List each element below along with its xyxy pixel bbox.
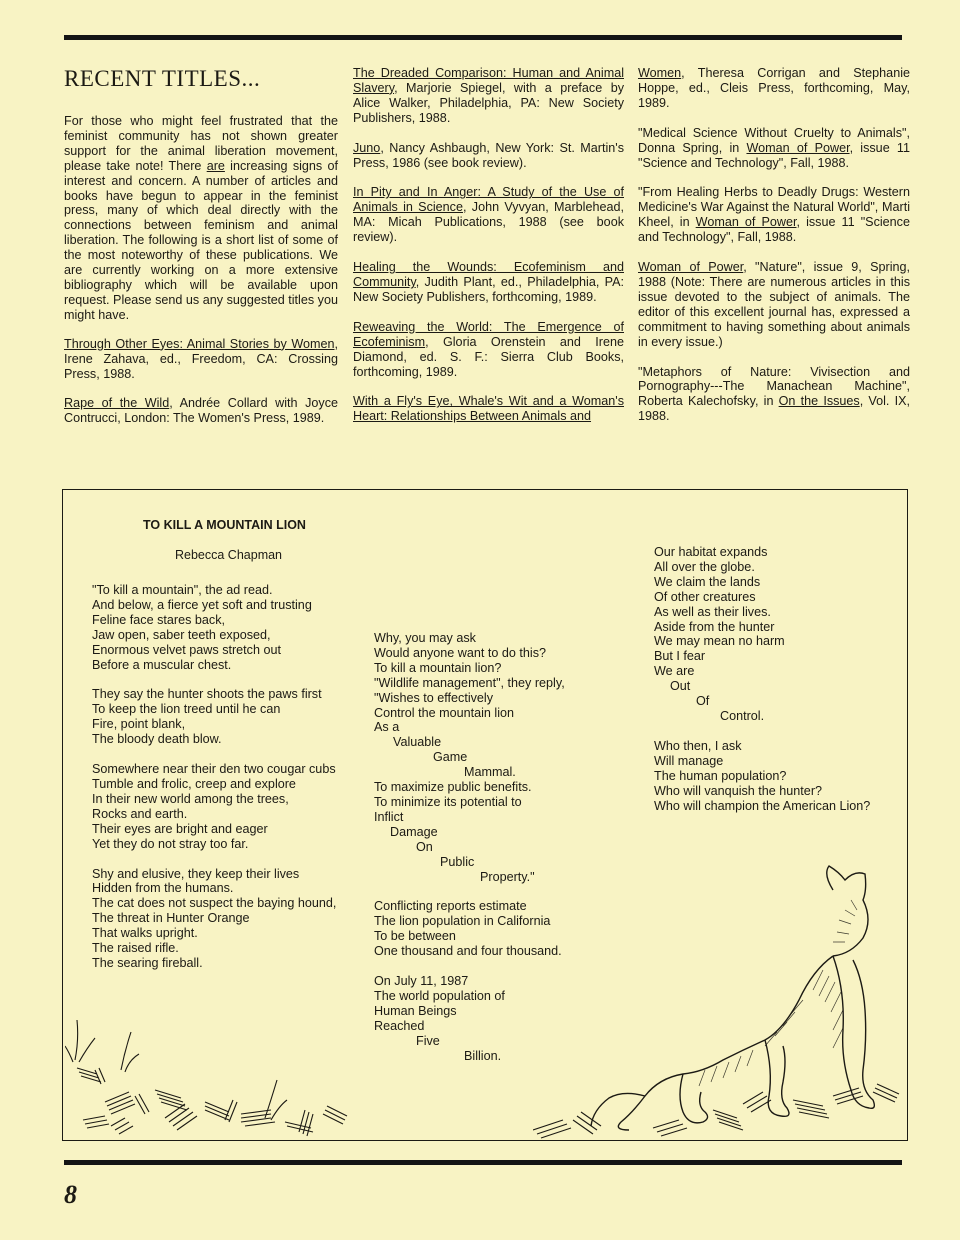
poem-line: Our habitat expands bbox=[654, 545, 768, 559]
reference-title: Rape of the Wild bbox=[64, 396, 170, 411]
article-column-3 bbox=[638, 66, 910, 439]
poem-line: Of other creatures bbox=[654, 589, 756, 604]
poem-line: Somewhere near their den two cougar cubs bbox=[92, 762, 336, 777]
poem-line: Control the mountain lion bbox=[374, 705, 515, 720]
poem-line: Game bbox=[433, 750, 468, 765]
poem-line: Enormous velvet paws stretch out bbox=[92, 642, 281, 657]
poem-line: Damage bbox=[390, 824, 438, 839]
grass-illustration bbox=[65, 1010, 355, 1138]
poem-line: Aside from the hunter bbox=[654, 619, 775, 634]
poem-line: "Wildlife management", they reply, bbox=[374, 675, 565, 690]
poem-line: Who will champion the American Lion? bbox=[654, 798, 871, 813]
poem-line: The lion population in California bbox=[374, 914, 551, 929]
poem-line: Jaw open, saber teeth exposed, bbox=[92, 627, 271, 642]
poem-line: Tumble and frolic, creep and explore bbox=[92, 776, 296, 791]
poem-line: Who will vanquish the hunter? bbox=[654, 783, 823, 798]
reference-item: "Medical Science Without Cruelty to Animals", Donna Spring, in Woman of Power, issue 11 "Science and Technology", Fall, 1988. bbox=[638, 125, 910, 170]
reference-title: Reweaving the World: The Emergence of Ecofeminism bbox=[353, 319, 624, 349]
poem-stanza bbox=[654, 739, 904, 814]
poem-line: Of bbox=[696, 694, 710, 709]
poem-title: TO KILL A MOUNTAIN LION bbox=[143, 518, 306, 532]
poem-line: Control. bbox=[720, 708, 765, 723]
poem-line: Valuable bbox=[393, 735, 442, 750]
poem-stanza bbox=[654, 545, 904, 724]
poem-line: As well as their lives. bbox=[654, 604, 771, 619]
poem-line: Conflicting reports estimate bbox=[374, 899, 527, 914]
poem-line: Five bbox=[416, 1033, 440, 1048]
poem-line: In their new world among the trees, bbox=[92, 791, 289, 806]
reference-title: In Pity and In Anger: A Study of the Use of Animals in Science bbox=[353, 185, 624, 215]
article-column-1 bbox=[64, 66, 338, 441]
poem-line: Human Beings bbox=[374, 1003, 457, 1018]
intro-text-a: For those who might feel frustrated that the feminist community has not shown greater support for the animal liberation movement, please take note! There bbox=[64, 114, 338, 173]
poem-stanza bbox=[92, 583, 362, 672]
poem-stanza bbox=[374, 631, 624, 884]
poem-line: Feline face stares back, bbox=[92, 612, 225, 627]
poem-line: Public bbox=[440, 854, 475, 869]
poem-stanza bbox=[92, 687, 362, 747]
poem-line: As a bbox=[374, 720, 400, 735]
poem-line: "Wishes to effectively bbox=[374, 690, 494, 705]
poem-line: We claim the lands bbox=[654, 574, 761, 589]
reference-item: Through Other Eyes: Animal Stories by Women, Irene Zahava, ed., Freedom, CA: Crossing Press, 1988. bbox=[64, 336, 338, 381]
poem-line: And below, a fierce yet soft and trusting bbox=[92, 597, 312, 612]
reference-title: Healing the Wounds: Ecofeminism and Community bbox=[353, 260, 624, 289]
reference-title: Woman of Power bbox=[695, 215, 797, 230]
article-heading: RECENT TITLES... bbox=[64, 66, 261, 91]
poem-line: Hidden from the humans. bbox=[92, 881, 234, 896]
poem-line: The searing fireball. bbox=[92, 955, 203, 970]
intro-paragraph bbox=[64, 114, 338, 323]
poem-line: The world population of bbox=[374, 988, 505, 1003]
poem-stanza bbox=[92, 762, 362, 851]
poem-line: The raised rifle. bbox=[92, 941, 179, 956]
poem-line: Shy and elusive, they keep their lives bbox=[92, 866, 300, 881]
reference-item: Juno, Nancy Ashbaugh, New York: St. Martin's Press, 1986 (see book review). bbox=[353, 140, 624, 170]
poem-line: The threat in Hunter Orange bbox=[92, 911, 250, 926]
poem-line: Rocks and earth. bbox=[92, 806, 188, 821]
poem-line: We are bbox=[654, 664, 695, 679]
poem-line: The bloody death blow. bbox=[92, 732, 222, 747]
poem-line: The cat does not suspect the baying hound, bbox=[92, 896, 337, 911]
poem-line: They say the hunter shoots the paws first bbox=[92, 687, 322, 702]
reference-item: Healing the Wounds: Ecofeminism and Community, Judith Plant, ed., Philadelphia, PA: New Society Publishers, forthcoming, 1989. bbox=[353, 260, 624, 304]
poem-line: That walks upright. bbox=[92, 926, 198, 941]
poem-line: To maximize public benefits. bbox=[374, 780, 532, 795]
reference-title: Women bbox=[638, 66, 682, 80]
poem-line: To kill a mountain lion? bbox=[374, 660, 502, 675]
mountain-lion-illustration bbox=[533, 860, 903, 1140]
poem-line: One thousand and four thousand. bbox=[374, 944, 562, 959]
reference-title: With a Fly's Eye, Whale's Wit and a Woman's Heart: Relationships Between Animals and bbox=[353, 394, 624, 424]
poem-line: Mammal. bbox=[464, 765, 516, 780]
poem-line: Reached bbox=[374, 1018, 425, 1033]
reference-title: Woman of Power bbox=[638, 260, 744, 275]
poem-line: Their eyes are bright and eager bbox=[92, 821, 268, 836]
page-number: 8 bbox=[64, 1180, 77, 1209]
poem-line: Would anyone want to do this? bbox=[374, 645, 546, 660]
reference-item: "Metaphors of Nature: Vivisection and Pornography---The Manachean Machine", Roberta Kalechofsky, in On the Issues, Vol. IX, 1988. bbox=[638, 364, 910, 424]
poem-line: Fire, point blank, bbox=[92, 717, 186, 732]
poem-line: Why, you may ask bbox=[374, 631, 476, 645]
poem-line: The human population? bbox=[654, 768, 787, 783]
poem-line: Yet they do not stray too far. bbox=[92, 836, 249, 851]
reference-item: In Pity and In Anger: A Study of the Use of Animals in Science, John Vyvyan, Marblehead, MA: Micah Publications, 1988 (see book review). bbox=[353, 185, 624, 245]
reference-item: The Dreaded Comparison: Human and Animal Slavery, Marjorie Spiegel, with a preface by Alice Walker, Philadelphia, PA: New Society Publishers, 1988. bbox=[353, 66, 624, 125]
poem-line: To keep the lion treed until he can bbox=[92, 702, 281, 717]
poem-line: Out bbox=[670, 679, 691, 694]
poem-line: Will manage bbox=[654, 753, 724, 768]
poem-line: To minimize its potential to bbox=[374, 794, 522, 809]
reference-title: Juno bbox=[353, 140, 381, 155]
reference-item: Rape of the Wild, Andrée Collard with Joyce Contrucci, London: The Women's Press, 1989. bbox=[64, 396, 338, 426]
poem-line: Inflict bbox=[374, 809, 404, 824]
poem-line: On July 11, 1987 bbox=[374, 974, 469, 989]
intro-text-b: increasing signs of interest and concern. A number of articles and books have begun to appear in the feminist press, many of which deal directly with the connections between feminism and animal liberation. The following is a short list of some of the most noteworthy of these publications. We are currently working on a more extensive bibliography which will be available upon request. Please send us any suggested titles you might have. bbox=[64, 158, 339, 322]
top-rule bbox=[64, 35, 902, 40]
reference-title: Woman of Power bbox=[746, 140, 850, 155]
reference-item: "From Healing Herbs to Deadly Drugs: Western Medicine's War Against the Natural World", Marti Kheel, in Woman of Power, issue 11 "Science and Technology", Fall, 1988. bbox=[638, 185, 910, 245]
poem-line: Property." bbox=[480, 869, 535, 884]
reference-title: The Dreaded Comparison: Human and Animal Slavery bbox=[353, 66, 624, 95]
intro-emphasis: are bbox=[206, 158, 225, 173]
poem-line: On bbox=[416, 839, 433, 854]
poem-line: Who then, I ask bbox=[654, 738, 742, 753]
poem-line: All over the globe. bbox=[654, 559, 755, 574]
poem-stanza bbox=[92, 867, 362, 971]
poem-line: To be between bbox=[374, 929, 456, 944]
bottom-rule bbox=[64, 1160, 902, 1165]
reference-item: Woman of Power, "Nature", issue 9, Spring, 1988 (Note: There are numerous articles in this issue devoted to the subject of animals. The editor of this excellent journal has, expressed a commitment to having something about animals in every issue.) bbox=[638, 260, 910, 349]
reference-item: Women, Theresa Corrigan and Stephanie Hoppe, ed., Cleis Press, forthcoming, May, 1989. bbox=[638, 66, 910, 110]
poem-line: Before a muscular chest. bbox=[92, 657, 232, 672]
reference-title: Through Other Eyes: Animal Stories by Women bbox=[64, 336, 335, 351]
poem-author: Rebecca Chapman bbox=[175, 548, 283, 562]
poem-line: We may mean no harm bbox=[654, 634, 785, 649]
poem-box bbox=[62, 489, 908, 1141]
poem-line: But I fear bbox=[654, 649, 706, 664]
article-column-2 bbox=[353, 66, 624, 439]
reference-item: Reweaving the World: The Emergence of Ecofeminism, Gloria Orenstein and Irene Diamond, ed. S. F.: Sierra Club Books, forthcoming, 1989. bbox=[353, 319, 624, 379]
poem-line: Billion. bbox=[464, 1048, 502, 1063]
poem-line: "To kill a mountain", the ad read. bbox=[92, 583, 273, 597]
reference-title: On the Issues bbox=[778, 394, 860, 409]
reference-item bbox=[353, 394, 624, 424]
poem-column-1 bbox=[92, 583, 362, 986]
poem-column-3 bbox=[654, 545, 904, 828]
